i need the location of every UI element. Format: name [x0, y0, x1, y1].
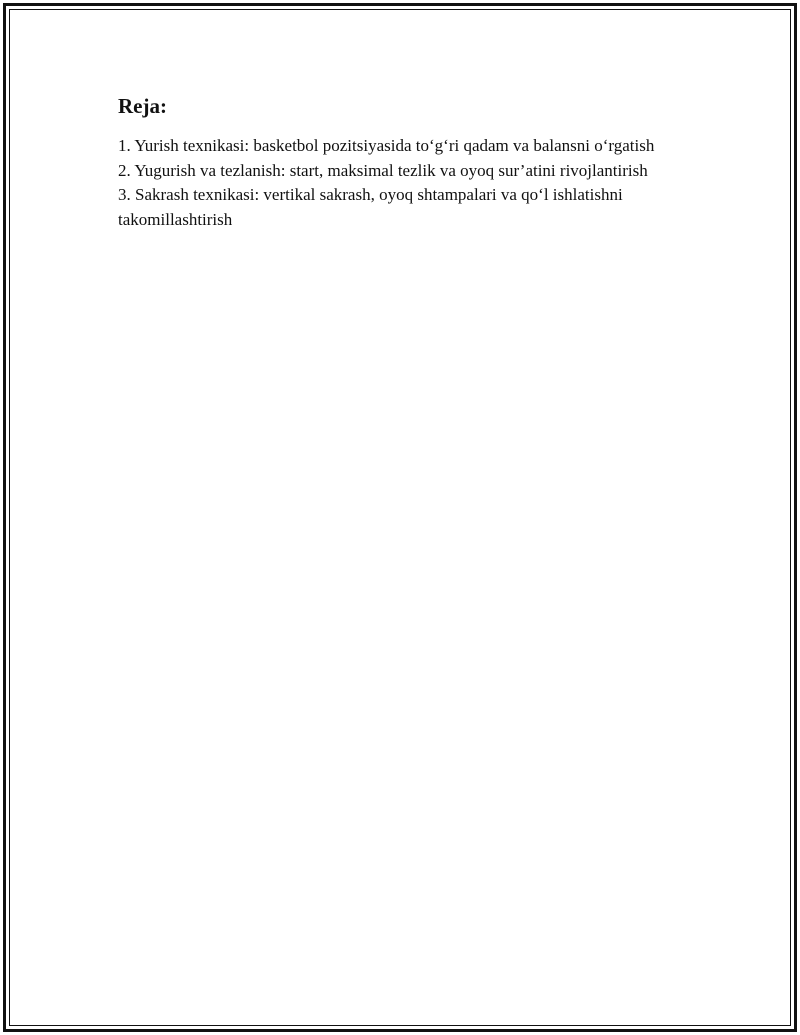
document-content: [118, 92, 698, 232]
plan-item-3: 3. Sakrash texnikasi: vertikal sakrash, oyoq shtampalari va qo‘l ishlatishni takomillashtirish: [118, 185, 623, 229]
plan-list: [118, 134, 698, 232]
plan-heading: Reja:: [118, 94, 167, 118]
plan-item-1: 1. Yurish texnikasi: basketbol pozitsiyasida to‘g‘ri qadam va balansni o‘rgatish: [118, 136, 655, 155]
plan-item-2: 2. Yugurish va tezlanish: start, maksimal tezlik va oyoq sur’atini rivojlantirish: [118, 160, 648, 180]
